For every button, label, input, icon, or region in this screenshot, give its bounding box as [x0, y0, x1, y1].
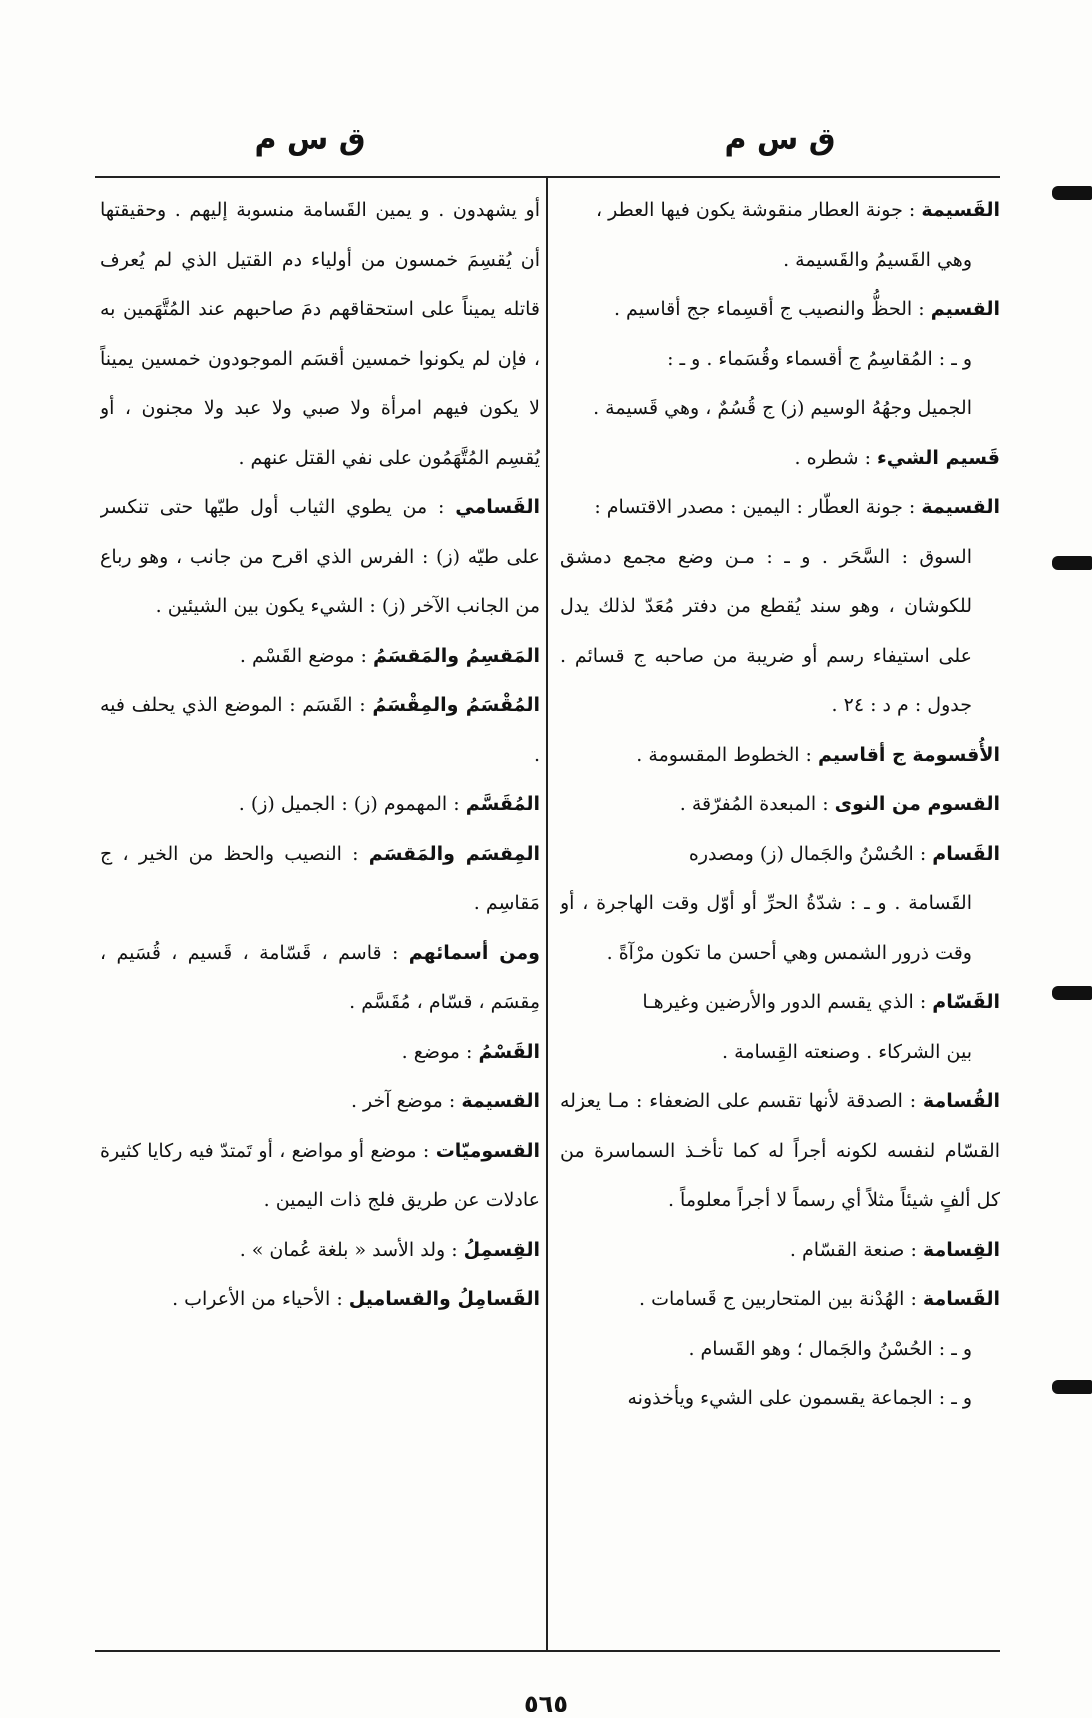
entry-definition: و ـ : الحُسْنُ والجَمال ؛ وهو القَسام . [688, 1337, 972, 1360]
entry-definition: وهي القَسيمُ والقَسيمة . [783, 248, 972, 271]
entry-definition: و ـ : المُقاسِمُ ج أقسماء وقُسَماء . و ـ : [667, 347, 972, 370]
entry-definition: : الهُدْنة بين المتحاربين ج قَسامات . [639, 1288, 917, 1310]
dictionary-entry [100, 1226, 540, 1276]
entry-headword: القسيم [930, 298, 1000, 320]
entry-definition: : موضع . [401, 1040, 473, 1063]
entry-definition: و ـ : الجماعة يقسمون على الشيء ويأخذونه [627, 1387, 972, 1409]
entry-headword: المِقسَم والمَقسَم [368, 842, 540, 865]
column-divider [546, 176, 548, 1650]
entry-definition: : صنعة القسّام . [789, 1238, 917, 1261]
entry-definition: : الصدقة لأنها تقسم على الضعفاء : مـا يعزله القسّام لنفسه لكونه أجراً له كما تأخـذ السماسرة من كل ألفٍ شيئاً مثلاً أي رسماً لا أجراً معلوماً . [560, 1090, 1000, 1211]
dictionary-entry [100, 1127, 540, 1226]
entry-headword: ومن أسمائهم [408, 941, 540, 964]
entry-headword: المُقَسَّم [465, 793, 540, 815]
entry-definition: : المبعدة المُفرّقة . [679, 793, 829, 815]
entry-headword: القسوميّات [435, 1139, 540, 1162]
dictionary-entry [560, 879, 1000, 978]
entry-definition: : الخطوط المقسومة . [636, 743, 812, 766]
entry-definition: : الحُسْنُ والجَمال (ز) ومصدره [688, 842, 927, 865]
entry-headword: القَسامة [922, 1288, 1000, 1310]
dictionary-entry [560, 1226, 1000, 1276]
entry-headword: القسيمة [461, 1090, 540, 1112]
dictionary-entry [560, 830, 1000, 880]
dictionary-entry [560, 1028, 1000, 1078]
left-column [100, 186, 540, 1646]
dictionary-entry [560, 186, 1000, 236]
dictionary-entry [100, 186, 540, 483]
entry-definition: : شطره . [794, 446, 871, 469]
entry-headword: القِسامة [922, 1238, 1000, 1261]
dictionary-entry [100, 1028, 540, 1078]
dictionary-entry [100, 483, 540, 632]
margin-mark [1052, 986, 1092, 1000]
right-column [560, 186, 1000, 1646]
entry-headword: قَسيم الشيء [877, 446, 1000, 469]
entry-definition: : موضع أو مواضع ، أو تَمتدّ فيه ركايا كثيرة عادلات عن طريق فلج ذات اليمين . [100, 1139, 540, 1211]
entry-definition: : من يطوي الثياب أول طيّها حتى تنكسر على طيّه (ز) : الفرس الذي اقرح من جانب ، وهو رباع من الجانب الآخر (ز) : الشيء يكون بين الشيئين . [100, 496, 540, 617]
entry-definition: بين الشركاء . وصنعته القِسامة . [722, 1040, 972, 1063]
entry-definition: : الذي يقسم الدور والأرضين وغيرهـا [642, 991, 927, 1013]
dictionary-entry [100, 830, 540, 929]
entry-definition: : جونة العطار منقوشة يكون فيها العطر ، [595, 199, 916, 221]
entry-definition: السوق : السَّحَر . و ـ : مـن وضع مجمع دمشق للكوشان ، وهو سند يُقطع من دفتر مُعَدّ لذلك يدل على استيفاء رسم أو ضريبة من صاحبه ج قسائم . جدول : م د : ٢٤ . [560, 545, 972, 716]
margin-mark [1052, 1380, 1092, 1394]
dictionary-entry [100, 632, 540, 682]
entry-definition: أو يشهدون . و يمين القَسامة منسوبة إليهم . وحقيقتها أن يُقسِمَ خمسون من أولياء دم القتيل الذي لم يُعرف قاتله يميناً على استحقاقهم دمَ صاحبهم عند المُتَّهَمين به ، فإن لم يكونوا خمسين أقسَم الموجودون خمسين يميناً لا يكون فيهم امرأة ولا صبي ولا عبد ولا مجنون ، أو يُقسِم المُتَّهَمُون على نفي القتل عنهم . [100, 199, 540, 469]
entry-definition: : قاسم ، قَسّامة ، قَسيم ، قُسَيم ، مِقسَم ، قسّام ، مُقَسَّم . [100, 941, 540, 1013]
entry-headword: القَسّام [932, 991, 1000, 1013]
footer-rule [95, 1650, 1000, 1652]
dictionary-entry [100, 780, 540, 830]
entry-headword: القُسامة [922, 1090, 1000, 1112]
dictionary-entry [560, 533, 1000, 731]
entry-definition: : موضع القَسْم . [239, 644, 367, 667]
dictionary-entry [560, 335, 1000, 385]
entry-headword: الأُقسومة ج أقاسيم [818, 743, 1000, 766]
dictionary-entry [560, 978, 1000, 1028]
entry-headword: القسوم من النوى [834, 793, 1000, 815]
dictionary-entry [560, 236, 1000, 286]
entry-definition: : جونة العطّار : اليمين : مصدر الاقتسام : [594, 496, 916, 518]
dictionary-entry [560, 780, 1000, 830]
page-header-left: ق س م [254, 122, 366, 157]
page-header-right: ق س م [724, 122, 836, 157]
dictionary-entry [560, 1325, 1000, 1375]
dictionary-entry [100, 1077, 540, 1127]
dictionary-entry [560, 384, 1000, 434]
entry-headword: القسيمة [921, 496, 1000, 518]
dictionary-entry [560, 285, 1000, 335]
dictionary-entry [100, 929, 540, 1028]
page-number: ٥٦٥ [524, 1690, 568, 1718]
dictionary-entry [560, 731, 1000, 781]
dictionary-entry [560, 1374, 1000, 1424]
entry-headword: القَسام [932, 842, 1000, 865]
entry-definition: : ولد الأسد « بلغة عُمان » . [239, 1238, 458, 1261]
entry-definition: القَسامة . و ـ : شدّةُ الحرِّ أو أوّل وقت الهاجرة ، أو وقت ذرور الشمس وهي أحسن ما تكون مرْآةً . [560, 892, 972, 964]
entry-headword: القَسامي [455, 496, 540, 518]
dictionary-entry [100, 1275, 540, 1325]
entry-headword: القَسامِلُ والقساميل [348, 1288, 540, 1310]
entry-definition: : موضع آخر . [350, 1090, 456, 1112]
dictionary-entry [560, 483, 1000, 533]
entry-definition: : الأحياء من الأعراب . [172, 1288, 343, 1310]
entry-definition: : النصيب والحظ من الخير ، ج مَقاسِم . [100, 842, 540, 914]
margin-mark [1052, 186, 1092, 200]
entry-headword: القِسمِلُ [463, 1238, 540, 1261]
entry-definition: الجميل وجهُهُ الوسيم (ز) ج قُسُمٌ ، وهي قَسيمة . [593, 397, 972, 419]
entry-headword: القَسيمة [921, 199, 1000, 221]
dictionary-entry [100, 681, 540, 780]
dictionary-entry [560, 434, 1000, 484]
entry-definition: : القَسَم : الموضع الذي يحلف فيه . [100, 694, 540, 766]
entry-definition: : المهموم (ز) : الجميل (ز) . [238, 793, 460, 815]
entry-headword: المُقْسَمُ والمِقْسَمُ [372, 694, 540, 716]
dictionary-entry [560, 1077, 1000, 1226]
margin-mark [1052, 556, 1092, 570]
entry-definition: : الحظُّ والنصيب ج أقسِماء جج أقاسيم . [613, 298, 925, 320]
entry-headword: القَسْمُ [478, 1040, 540, 1063]
dictionary-entry [560, 1275, 1000, 1325]
entry-headword: المَقسِمُ والمَقسَمُ [372, 644, 540, 667]
